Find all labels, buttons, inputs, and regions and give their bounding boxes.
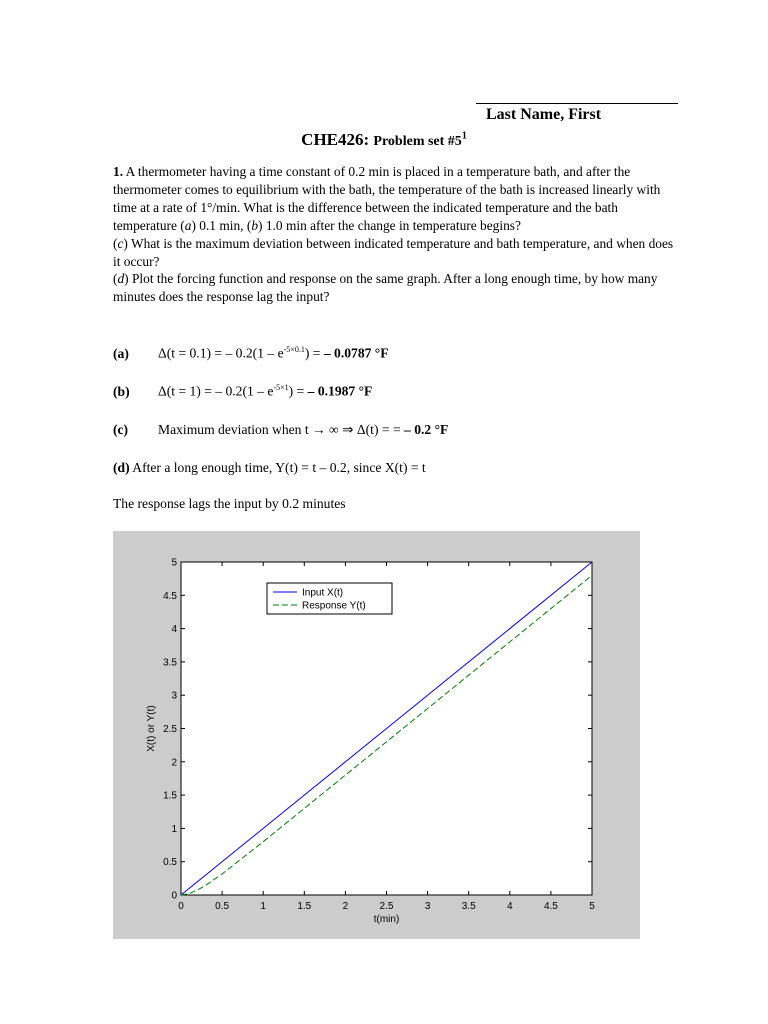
answer-a-expr: Δ(t = 0.1) = – 0.2(1 – e <box>158 345 284 361</box>
part-a-letter: a <box>184 217 192 233</box>
answer-a-tag: (a) <box>113 345 129 361</box>
y-tick-label: 2 <box>171 757 177 769</box>
y-tick-label: 1 <box>171 823 177 835</box>
y-axis-label: X(t) or Y(t) <box>146 705 157 752</box>
x-tick-label: 1 <box>260 901 266 912</box>
answer-c-result: – 0.2 °F <box>404 422 449 437</box>
problem-text-2: ) 0.1 min, ( <box>191 217 252 233</box>
y-tick-label: 0 <box>171 890 177 902</box>
part-c-letter: c <box>117 235 124 251</box>
answer-a <box>113 345 389 362</box>
problem-text-1: A thermometer having a time constant of 0.2 min is placed in a temperature bath, and after the thermometer comes to equilibrium with the bath, the temperature of the bath is increased linearly with time at a rate of 1°/min. What is the difference between the indicated temperature and the bath temperature ( <box>113 164 661 233</box>
chart-figure <box>113 531 640 939</box>
y-tick-label: 2.5 <box>163 724 177 735</box>
answer-b <box>113 383 372 400</box>
x-tick-label: 0.5 <box>215 901 230 912</box>
line-chart <box>113 531 640 939</box>
x-tick-label: 3.5 <box>461 901 476 912</box>
problem-paragraph-d: (d) Plot the forcing function and response on the same graph. After a long enough time, by how many minutes does the response lag the input? <box>113 271 658 305</box>
problem-text-d: ) Plot the forcing function and response on the same graph. After a long enough time, by how many minutes does the response lag the input? <box>113 271 658 305</box>
problem-set-label: Problem set #5 <box>373 134 462 149</box>
answer-d <box>113 460 426 476</box>
answer-c-expr: Maximum deviation when t → ∞ ⇒ Δ(t) = = <box>158 422 405 437</box>
x-tick-label: 4.5 <box>543 901 558 912</box>
answer-a-exp: -5×0.1 <box>283 345 305 354</box>
problem-paragraph-main <box>113 163 678 235</box>
x-tick-label: 2 <box>342 901 349 912</box>
y-tick-label: 4 <box>171 624 177 636</box>
legend-entry: Input X(t) <box>302 587 344 599</box>
answer-c <box>113 422 448 438</box>
answer-d-expr: After a long enough time, Y(t) = t – 0.2, since X(t) = t <box>129 460 426 475</box>
part-d-letter: d <box>117 271 125 287</box>
problem-statement <box>113 163 678 306</box>
x-tick-label: 4 <box>507 901 513 912</box>
lag-statement: The response lags the input by 0.2 minutes <box>113 496 346 511</box>
problem-text-3: ) 1.0 min after the change in temperature begins? <box>258 217 521 233</box>
answer-c-tag: (c) <box>113 422 129 437</box>
footnote-marker: 1 <box>461 130 467 142</box>
x-tick-label: 3 <box>424 901 431 912</box>
x-tick-label: 5 <box>589 901 595 912</box>
page-title <box>0 130 768 150</box>
y-tick-label: 3 <box>171 690 177 702</box>
legend-entry: Response Y(t) <box>302 600 366 612</box>
course-code: CHE426: <box>301 130 370 149</box>
x-tick-label: 1.5 <box>297 901 312 912</box>
answer-a-result: – 0.0787 °F <box>323 345 389 361</box>
problem-number: 1. <box>113 164 124 179</box>
answer-b-expr: Δ(t = 1) = – 0.2(1 – e <box>158 383 274 399</box>
y-tick-label: 5 <box>171 557 177 569</box>
x-tick-label: 2.5 <box>379 901 394 912</box>
answer-b-tag: (b) <box>113 383 130 399</box>
answer-a-close: ) = <box>304 345 324 361</box>
x-tick-label: 0 <box>178 901 184 912</box>
answer-b-exp: -5×1 <box>273 383 289 392</box>
answer-b-close: ) = <box>288 383 308 399</box>
part-b-letter: b <box>251 217 259 233</box>
y-tick-label: 0.5 <box>163 857 177 869</box>
answer-d-tag: (d) <box>113 460 130 475</box>
y-tick-label: 1.5 <box>163 790 177 802</box>
name-signature-line <box>476 103 678 104</box>
y-tick-label: 3.5 <box>163 657 177 669</box>
problem-text-c: ) What is the maximum deviation between indicated temperature and bath temperature, and when does it occur? <box>113 235 674 269</box>
problem-paragraph-c: (c) What is the maximum deviation between indicated temperature and bath temperature, and when does it occur? <box>113 235 674 269</box>
x-axis-label: t(min) <box>373 914 400 925</box>
name-label: Last Name, First <box>486 106 602 123</box>
y-tick-label: 4.5 <box>163 590 177 602</box>
answer-b-result: – 0.1987 °F <box>307 383 373 399</box>
